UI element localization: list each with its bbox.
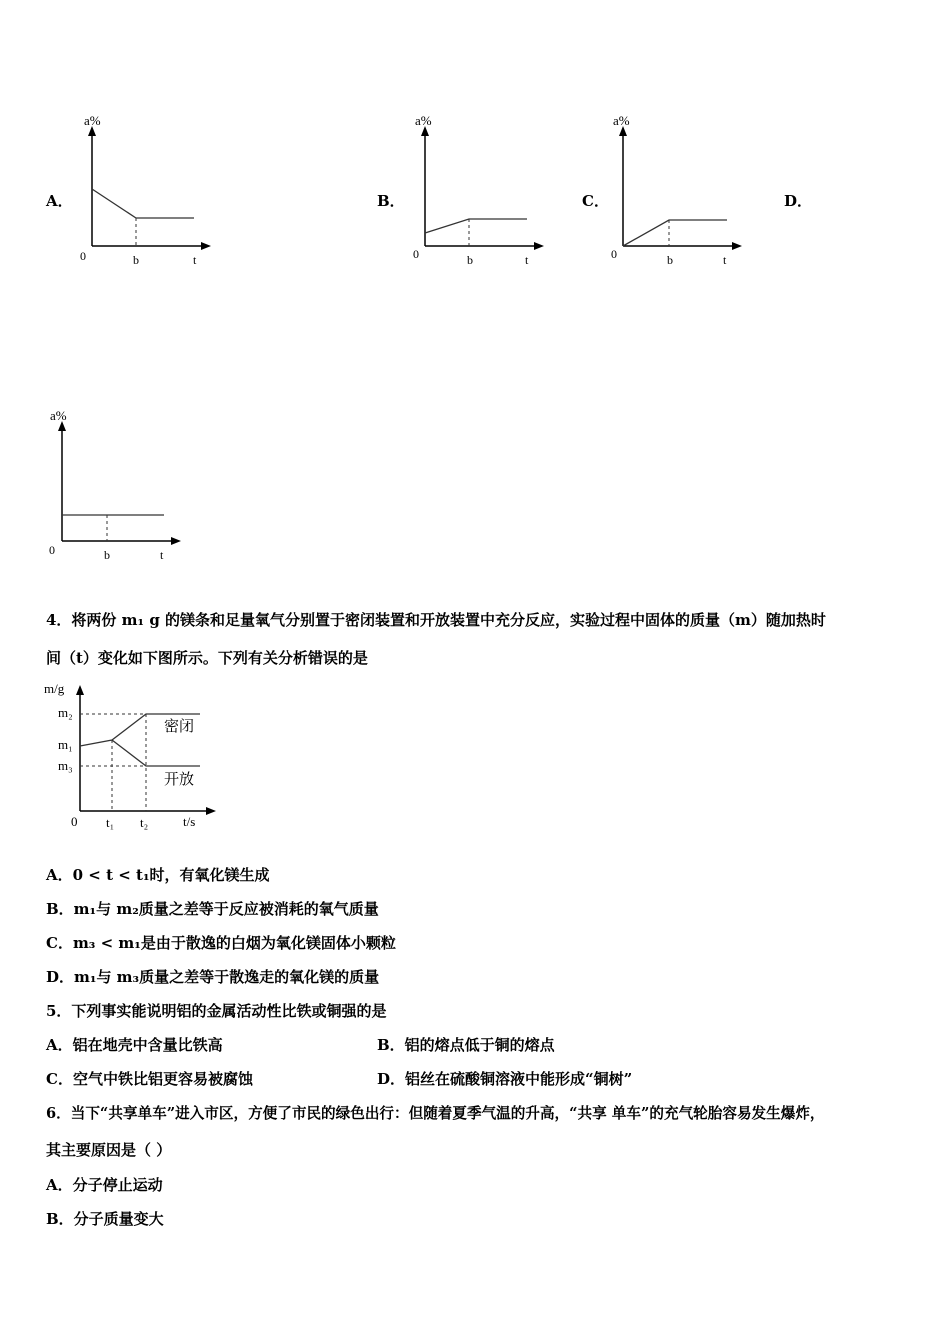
q4-chart-label-closed: 密闭 [164,719,195,735]
graph-d-ylabel: a% [50,408,67,423]
option-d-label: D． [784,192,813,210]
q4-stem-line2: 间（t）变化如下图所示。下列有关分析错误的是 [46,649,368,667]
graph-b-ylabel: a% [415,113,432,128]
q6-option-a: A．分子停止运动 [46,1176,163,1194]
q4-chart-label-open: 开放 [164,772,195,788]
q6-option-b: B．分子质量变大 [46,1210,164,1228]
q4-option-b: B．m₁与 m₂质量之差等于反应被消耗的氧气质量 [46,900,379,918]
graph-a-ylabel: a% [84,113,101,128]
q6-stem-line1: 6．当下“共享单车”进入市区，方便了市民的绿色出行：但随着夏季气温的升高，“共享 单车”的充气轮胎容易发生爆炸， [46,1105,825,1122]
graph-d-origin: 0 [49,543,55,557]
q4-option-d: D．m₁与 m₃质量之差等于散逸走的氧化镁的质量 [46,968,380,986]
graph-c-origin: 0 [611,247,617,261]
q6-stem-line2: 其主要原因是（ ） [46,1141,172,1159]
q4-chart-ylabel: m/g [44,681,65,696]
q4-chart-ytick-m2: m₂ [58,705,73,720]
graph-c-xlabel: t [723,253,727,267]
q4-chart-xtick-t2: t₂ [140,815,149,830]
q5-stem: 5．下列事实能说明铝的金属活动性比铁或铜强的是 [46,1002,387,1020]
graph-c-xmark: b [667,253,673,267]
q5-option-c: C．空气中铁比铝更容易被腐蚀 [46,1070,253,1088]
graph-a [70,108,220,273]
q5-option-b: B．铝的熔点低于铜的熔点 [377,1036,555,1054]
q4-chart-xtick-0: 0 [71,814,78,829]
graph-b-origin: 0 [413,247,419,261]
option-c-label: C． [582,192,609,210]
graph-d-xlabel: t [160,548,164,562]
q5-option-a: A．铝在地壳中含量比铁高 [46,1036,223,1054]
option-b-label: B． [377,192,405,210]
graph-b [403,108,553,273]
graph-b-xlabel: t [525,253,529,267]
q4-chart-xtick-t1: t₁ [106,815,115,830]
graph-b-xmark: b [467,253,473,267]
q4-stem-line1: 4．将两份 m₁ g 的镁条和足量氧气分别置于密闭装置和开放装置中充分反应，实验过程中固体的质量（m）随加热时 [46,611,826,629]
q5-option-d: D．铝丝在硫酸铜溶液中能形成“铜树” [377,1070,633,1088]
q4-option-c: C．m₃ < m₁是由于散逸的白烟为氧化镁固体小颗粒 [46,934,396,952]
graph-d-xmark: b [104,548,110,562]
graph-a-xlabel: t [193,253,197,267]
graph-a-origin: 0 [80,249,86,263]
q4-option-a: A．0 < t < t₁时，有氧化镁生成 [46,866,270,884]
graph-c-ylabel: a% [613,113,630,128]
q4-chart-ytick-m3: m₃ [58,758,73,773]
q4-chart-xlabel: t/s [183,814,196,829]
q4-chart-ytick-m1: m₁ [58,737,73,752]
graph-a-xmark: b [133,253,139,267]
graph-d [40,403,190,568]
option-a-label: A． [46,192,73,210]
graph-c [601,108,751,273]
q4-mass-chart [40,680,230,840]
